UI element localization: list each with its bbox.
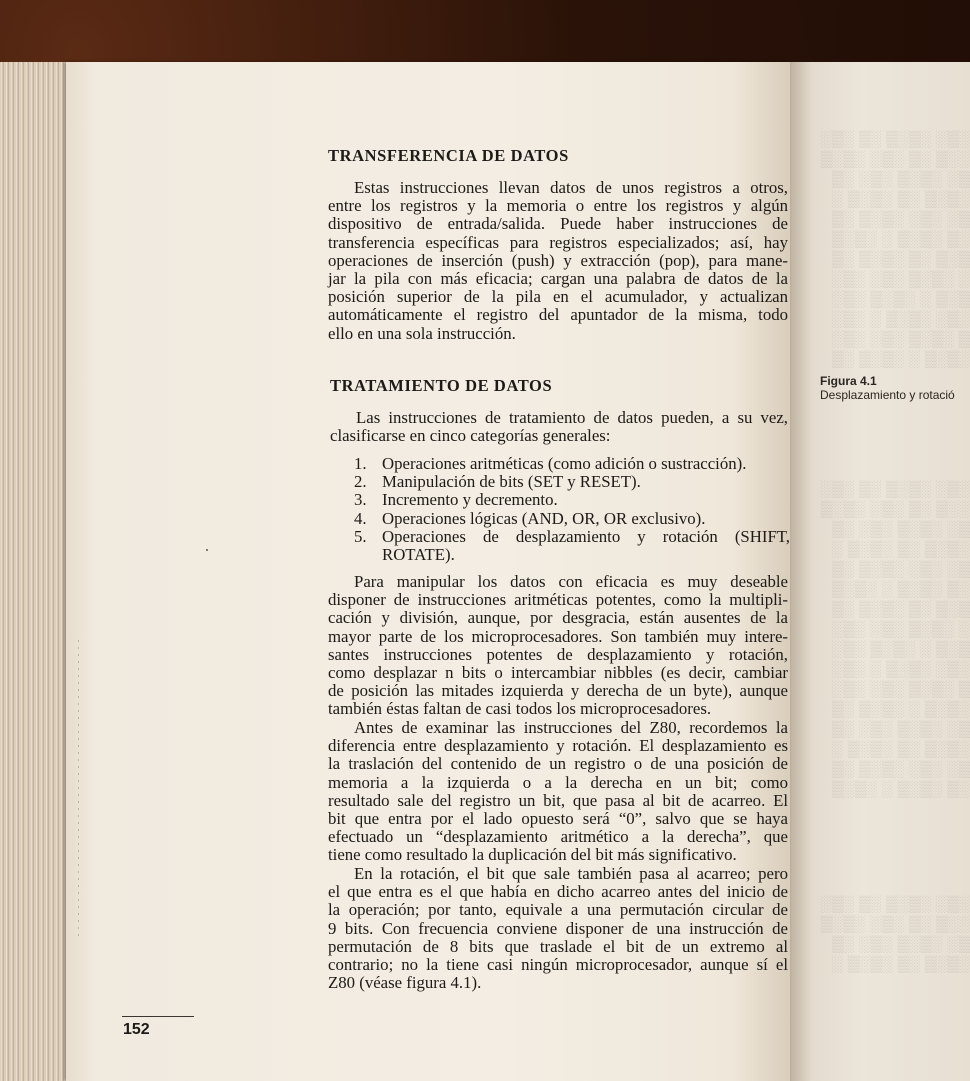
section-heading-transferencia: TRANSFERENCIA DE DATOS — [328, 146, 569, 165]
text-line: jar la pila con más eficacia; cargan una palabra de datos de la — [328, 269, 788, 289]
list-item — [354, 455, 790, 473]
paragraph-rotacion — [328, 865, 788, 992]
text-line: permutación de 8 bits que traslade el bit de un extremo al — [328, 936, 788, 956]
facing-page-show-through-2: ░▒░ ░▒░▒ ░▒ ░▒░ ░░▒ ░▒ ░▒░ ░▒░▒ ▒░ ░▒░▒ ░▒░ ░▒ ░▒░▒ ░▒ ░▒░▒ ░ ▒░ ░▒░ ░▒░▒ ░▒ ░▒ ░▒░▒ ░ ░▒░▒ ▒░▒ ░▒ ░▒░▒ ░▒ ░ ░▒░▒ ░▒░ ░▒░ ▒░▒ ░ ░▒░▒ ░▒░ ░▒░ ░▒░▒ ░ ░▒░ ▒ ░▒░▒ ░▒░ ░▒░ ░▒░▒ ░ ░▒░▒ ░▒ ▒░ ░▒░▒ ░▒░ ░▒ ░▒░▒ ░▒ ░▒░▒ ░ ▒░ ░▒░ ░▒░▒ ░▒ ░▒ ░▒░▒ ░ ░▒░▒ — [820, 481, 970, 798]
paragraph-manipular — [328, 573, 788, 719]
list-number: 5. — [354, 526, 367, 546]
text-line: 9 bits. Con frecuencia conviene disponer de una instrucción de — [328, 918, 788, 938]
text-line: la operación; por tanto, equivale a una permutación circular de — [328, 900, 788, 920]
list-text: Incremento y decremento. — [382, 490, 558, 510]
text-line: En la rotación, el bit que sale también pasa al acarreo; pero — [354, 864, 788, 883]
text-line: Las instrucciones de tratamiento de datos pueden, a su vez, — [356, 408, 788, 427]
list-text: Manipulación de bits (SET y RESET). — [382, 472, 641, 492]
paragraph-transferencia — [328, 179, 788, 343]
text-line: disponer de instrucciones aritméticas potentes, como la multipli- — [328, 590, 788, 610]
paragraph-z80 — [328, 719, 788, 865]
text-line: clasificarse en cinco categorías generales: — [330, 426, 611, 446]
list-number: 1. — [354, 454, 367, 473]
text-line: Para manipular los datos con eficacia es muy deseable — [354, 572, 788, 591]
paper-speck — [206, 549, 208, 551]
section-heading-tratamiento: TRATAMIENTO DE DATOS — [330, 376, 553, 395]
text-line: ROTATE). — [382, 545, 455, 565]
text-line: como desplazar n bits o intercambiar nibbles (es decir, cambiar — [328, 663, 788, 683]
list-item — [354, 510, 790, 528]
text-line: entre los registros y la memoria o entre los registros y algún — [328, 196, 788, 216]
page-number-rule — [122, 1016, 194, 1017]
category-list — [354, 455, 790, 564]
text-line: transferencia específicas para registros especializados; así, hay — [328, 232, 788, 252]
text-line: cación y división, aunque, por desgracia, están ausentes de la — [328, 608, 788, 628]
figure-caption — [820, 375, 970, 402]
text-line: Antes de examinar las instrucciones del Z80, recordemos la — [354, 718, 788, 737]
figure-label: Figura 4.1 — [820, 375, 877, 388]
text-line: dispositivo de entrada/salida. Puede haber instrucciones de — [328, 214, 788, 234]
text-line: la traslación del contenido de un registro o de una posición de — [328, 754, 788, 774]
text-line: posición superior de la pila en el acumulador, y actualizan — [328, 287, 788, 307]
text-line: santes instrucciones potentes de desplazamiento y rotación, — [328, 644, 788, 664]
text-line: memoria a la izquierda o a la derecha en un bit; como — [328, 772, 788, 792]
text-line: bit que entra por el lado opuesto será “0”, salvo que se haya — [328, 809, 788, 829]
list-number: 2. — [354, 472, 367, 492]
text-line: Estas instrucciones llevan datos de unos registros a otros, — [354, 178, 788, 197]
paragraph-intro — [330, 409, 788, 445]
list-item — [354, 491, 790, 509]
text-line: el que entra es el que había en dicho acarreo antes del inicio de — [328, 882, 788, 902]
text-line: también éstas faltan de casi todos los microprocesadores. — [328, 699, 712, 719]
text-line: de posición las mitades izquierda y derecha de un byte), aunque — [328, 681, 788, 701]
text-line: Operaciones de desplazamiento y rotación (SHIFT, — [382, 526, 790, 546]
facing-page-show-through-3: ░▒░ ░▒░▒ ░▒ ░▒░ ░░▒ ░▒ ░▒░ ░▒░▒ ▒░ ░▒░▒ ░▒░ ░▒ ░▒░▒ ░▒ ░▒░▒ ░ — [820, 896, 970, 973]
facing-page-show-through: ░▒░ ░▒░▒ ░▒ ░▒░ ░░▒ ░▒ ░▒░ ░▒░▒ ▒░ ░▒░▒ ░▒░ ░▒ ░▒░▒ ░▒ ░▒░▒ ░ ▒░ ░▒░ ░▒░▒ ░▒ ░▒ ░▒░▒ ░ ░▒░▒ ▒░▒ ░▒ ░▒░▒ ░▒ ░ ░▒░▒ ░▒░ ░▒░ ▒░▒ ░ ░▒░▒ ░▒░ ░▒░ ░▒░▒ ░ ░▒░ ▒ ░▒░▒ ░▒░ ░▒░ ░▒░▒ ░ ░▒░▒ ░▒ — [820, 131, 970, 368]
text-line: Z80 (véase figura 4.1). — [328, 973, 482, 993]
text-line: diferencia entre desplazamiento y rotación. El desplazamiento es — [328, 736, 788, 756]
text-line: contrario; no la tiene casi ningún microprocesador, aunque sí el — [328, 955, 788, 975]
text-line: ello en una sola instrucción. — [328, 323, 516, 343]
list-text: Operaciones aritméticas (como adición o sustracción). — [382, 454, 747, 473]
list-text: Operaciones lógicas (AND, OR, OR exclusivo). — [382, 508, 706, 528]
figure-description: Desplazamiento y rotació — [820, 388, 955, 402]
list-number: 4. — [354, 508, 367, 528]
text-line: operaciones de inserción (push) y extracción (pop), para mane- — [328, 250, 788, 270]
text-line: mayor parte de los microprocesadores. Son también muy intere- — [328, 626, 788, 646]
list-item — [354, 528, 790, 564]
text-line: resultado sale del registro un bit, que pasa al bit de acarreo. El — [328, 790, 788, 810]
page-number: 152 — [123, 1021, 150, 1038]
text-line: efectuado un “desplazamiento aritmético a la derecha”, que — [328, 827, 788, 847]
list-item — [354, 473, 790, 491]
gutter-shadow — [78, 640, 79, 940]
text-line: automáticamente el registro del apuntador de la misma, todo — [328, 305, 788, 325]
list-number: 3. — [354, 490, 367, 510]
list-text — [382, 528, 790, 564]
text-line: tiene como resultado la duplicación del bit más significativo. — [328, 845, 737, 865]
